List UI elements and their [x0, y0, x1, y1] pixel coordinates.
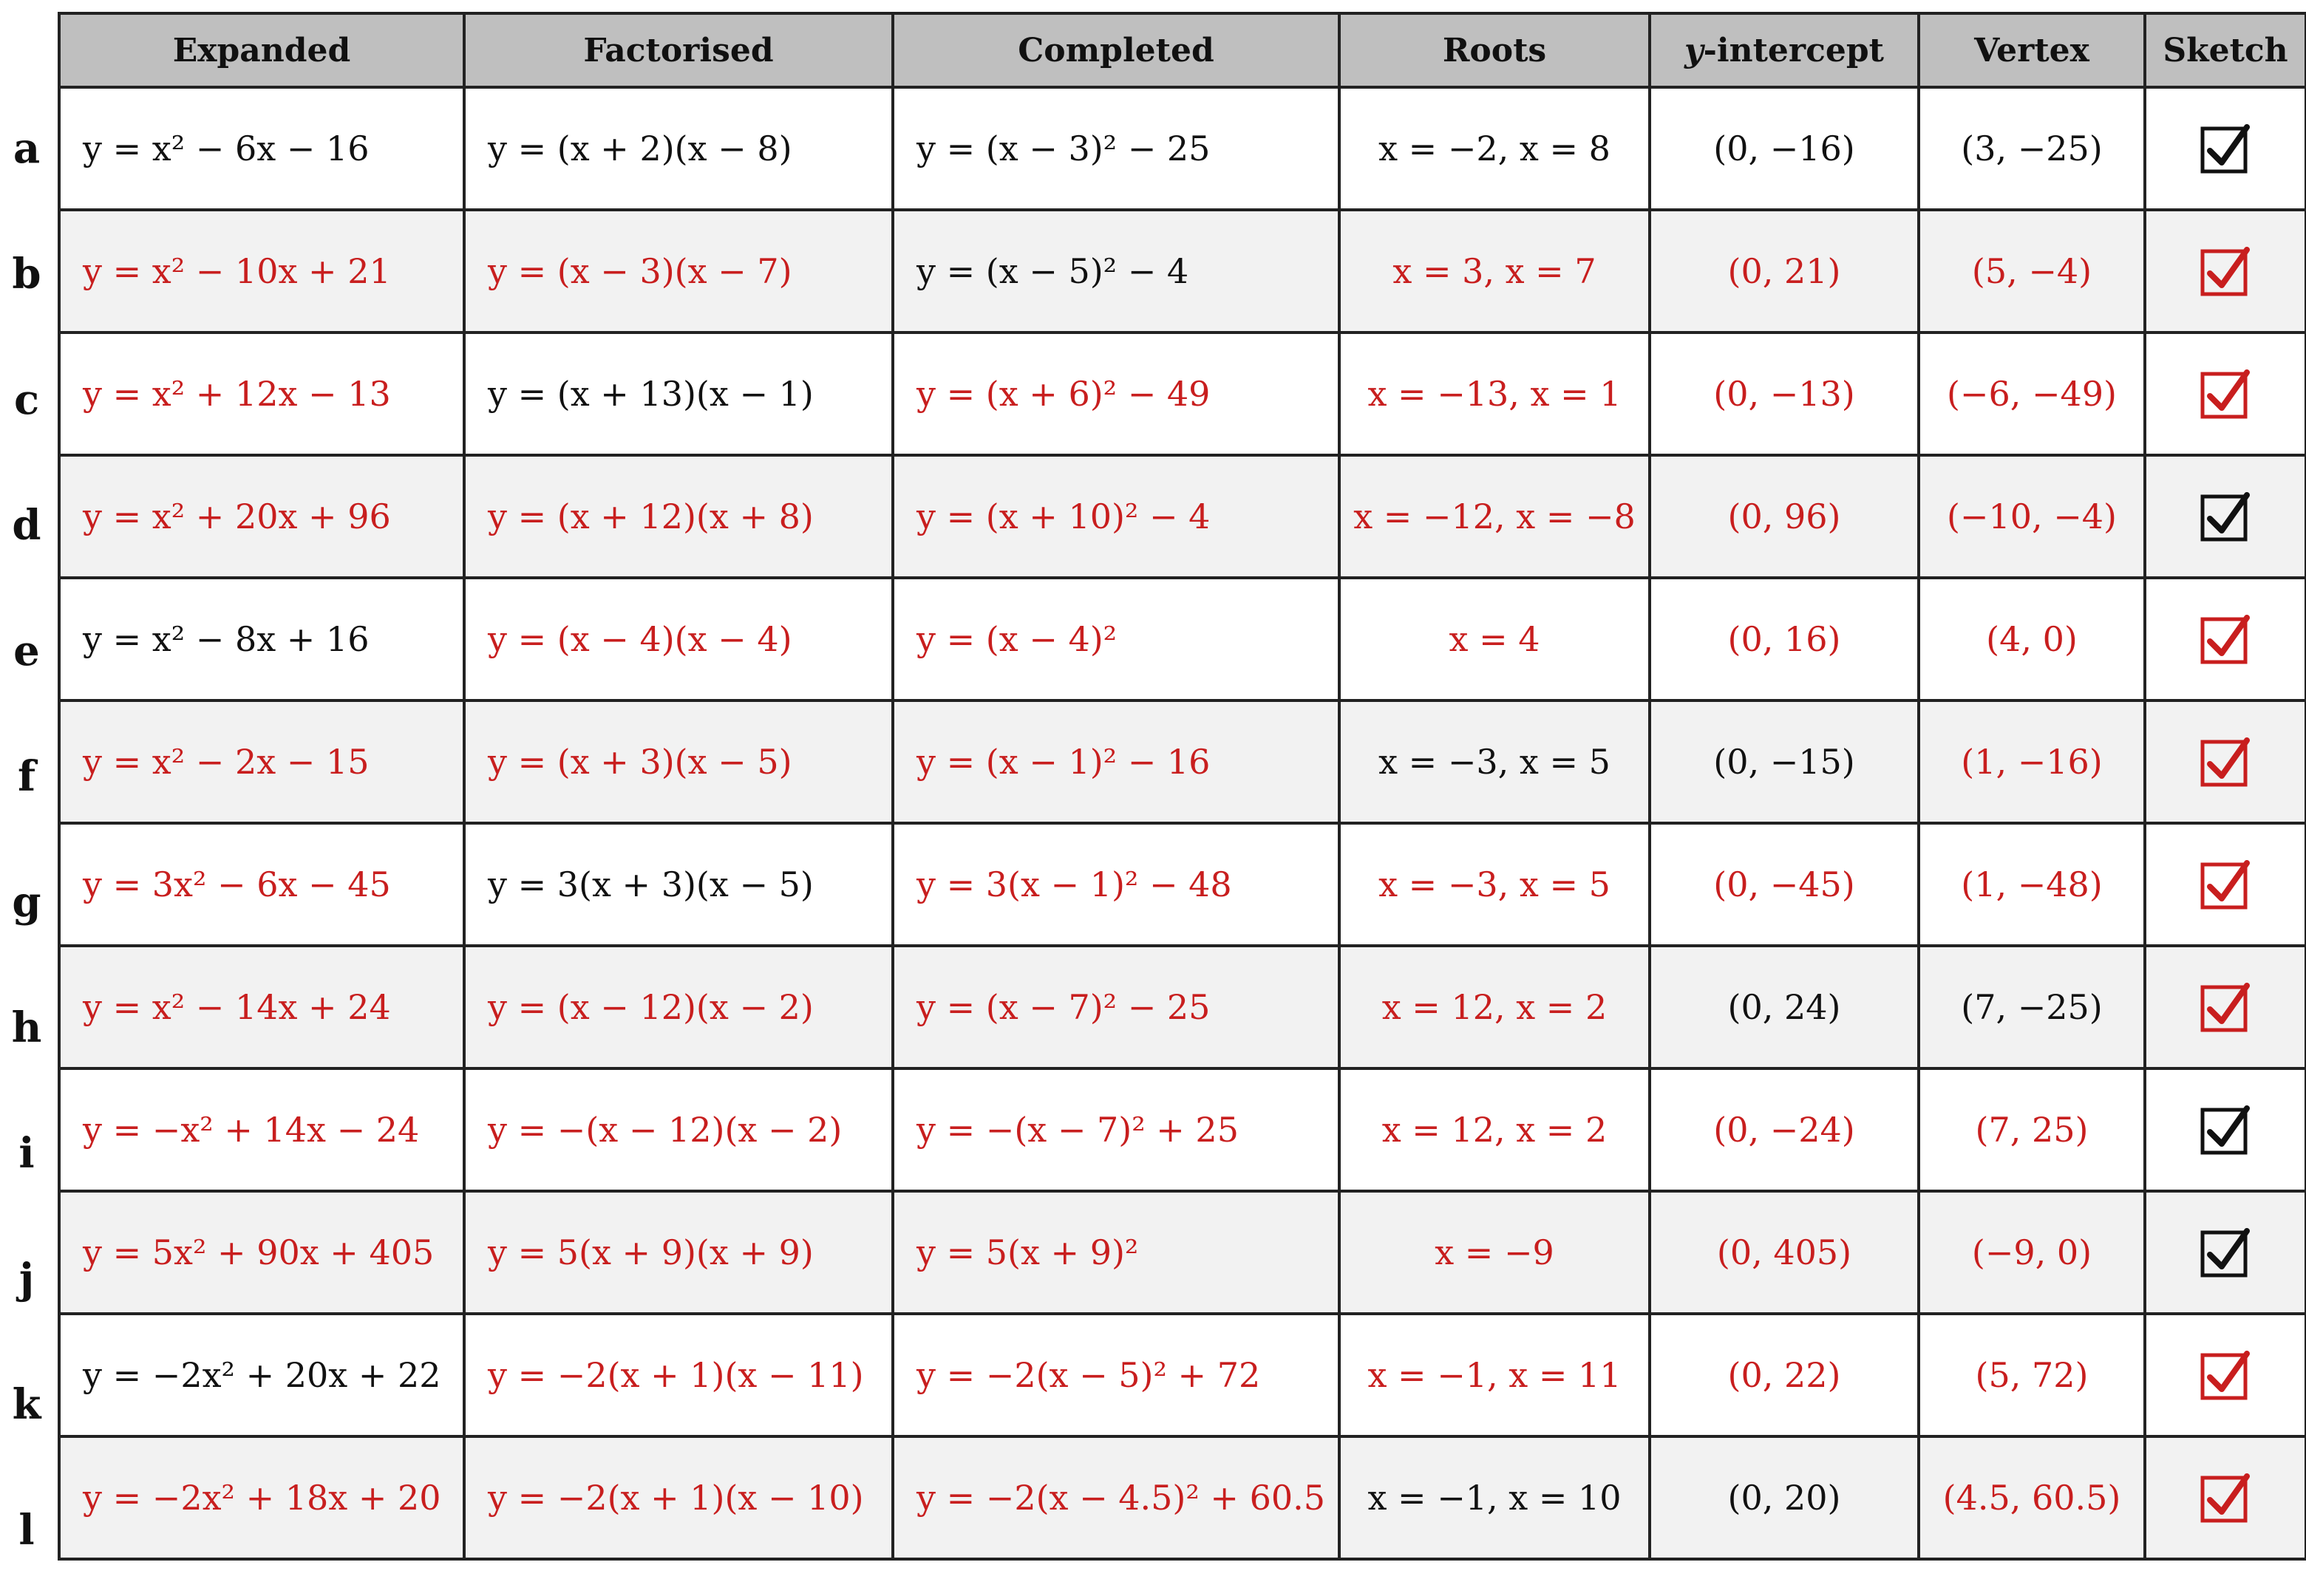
factorised-value: y = 3(x + 3)(x − 5) [488, 864, 814, 904]
vertex-value: (−10, −4) [1946, 497, 2118, 536]
cell-expanded [59, 1068, 464, 1191]
cell-yint [1650, 210, 1919, 332]
expanded-value: y = −2x² + 20x + 22 [83, 1355, 441, 1395]
cell-expanded [59, 1314, 464, 1436]
table-row [59, 332, 2306, 455]
cell-yint [1650, 578, 1919, 700]
factorised-value: y = (x + 2)(x − 8) [488, 129, 792, 168]
cell-yint [1650, 87, 1919, 210]
expanded-value: y = x² − 8x + 16 [83, 619, 370, 659]
factorised-value: y = (x + 12)(x + 8) [488, 497, 814, 536]
header-sketch: Sketch [2145, 13, 2306, 87]
cell-completed [893, 1436, 1339, 1559]
row-labels [0, 86, 53, 1593]
expanded-value: y = 3x² − 6x − 45 [83, 864, 391, 904]
cell-factorised [464, 578, 893, 700]
cell-expanded [59, 823, 464, 946]
vertex-value: (1, −48) [1961, 864, 2103, 904]
row-label: f [17, 752, 36, 801]
row-label: a [13, 124, 41, 173]
cell-vertex [1919, 210, 2145, 332]
checkbox-checked-icon[interactable] [2200, 981, 2251, 1033]
roots-value: x = 3, x = 7 [1392, 251, 1596, 291]
vertex-value: (5, −4) [1971, 251, 2092, 291]
factorised-value: y = −2(x + 1)(x − 10) [488, 1478, 864, 1518]
cell-sketch [2145, 455, 2306, 578]
expanded-value: y = −2x² + 18x + 20 [83, 1478, 441, 1518]
row-label: j [18, 1255, 35, 1303]
vertex-value: (7, −25) [1961, 987, 2103, 1027]
cell-yint [1650, 946, 1919, 1068]
cell-roots [1339, 1314, 1650, 1436]
cell-factorised [464, 1068, 893, 1191]
cell-factorised [464, 823, 893, 946]
cell-yint [1650, 455, 1919, 578]
cell-roots [1339, 210, 1650, 332]
roots-value: x = 4 [1449, 619, 1540, 659]
header-row [59, 13, 2306, 87]
cell-factorised [464, 946, 893, 1068]
row-label: c [13, 375, 40, 424]
cell-sketch [2145, 1314, 2306, 1436]
factorised-value: y = −2(x + 1)(x − 11) [488, 1355, 864, 1395]
cell-completed [893, 332, 1339, 455]
cell-completed [893, 578, 1339, 700]
cell-sketch [2145, 210, 2306, 332]
cell-sketch [2145, 946, 2306, 1068]
factorised-value: y = −(x − 12)(x − 2) [488, 1110, 843, 1150]
table-row [59, 946, 2306, 1068]
completed-value: y = (x − 7)² − 25 [916, 987, 1211, 1027]
cell-completed [893, 1191, 1339, 1314]
cell-sketch [2145, 700, 2306, 823]
cell-factorised [464, 332, 893, 455]
cell-roots [1339, 578, 1650, 700]
completed-value: y = (x + 10)² − 4 [916, 497, 1211, 536]
checkbox-checked-icon[interactable] [2200, 368, 2251, 420]
factorised-value: y = (x − 3)(x − 7) [488, 251, 792, 291]
cell-roots [1339, 1068, 1650, 1191]
cell-yint [1650, 700, 1919, 823]
cell-vertex [1919, 1191, 2145, 1314]
expanded-value: y = 5x² + 90x + 405 [83, 1232, 435, 1272]
vertex-value: (3, −25) [1961, 129, 2103, 168]
cell-yint [1650, 823, 1919, 946]
cell-roots [1339, 1436, 1650, 1559]
completed-value: y = −2(x − 5)² + 72 [916, 1355, 1261, 1395]
yint-value: (0, −16) [1713, 129, 1855, 168]
checkbox-checked-icon[interactable] [2200, 123, 2251, 174]
cell-vertex [1919, 455, 2145, 578]
cell-completed [893, 946, 1339, 1068]
table-row [59, 87, 2306, 210]
yint-value: (0, 96) [1727, 497, 1841, 536]
yint-value: (0, −15) [1713, 742, 1855, 782]
yint-value: (0, 20) [1727, 1478, 1841, 1518]
cell-vertex [1919, 87, 2145, 210]
vertex-value: (5, 72) [1975, 1355, 2089, 1395]
cell-vertex [1919, 700, 2145, 823]
cell-expanded [59, 946, 464, 1068]
table-row [59, 1068, 2306, 1191]
cell-expanded [59, 578, 464, 700]
roots-value: x = −9 [1435, 1232, 1554, 1272]
roots-value: x = −3, x = 5 [1378, 742, 1611, 782]
table-row [59, 210, 2306, 332]
cell-yint [1650, 1191, 1919, 1314]
cell-expanded [59, 87, 464, 210]
cell-completed [893, 823, 1339, 946]
row-label: l [18, 1506, 35, 1555]
checkbox-checked-icon[interactable] [2200, 1472, 2251, 1524]
cell-vertex [1919, 578, 2145, 700]
cell-vertex [1919, 1314, 2145, 1436]
vertex-value: (−6, −49) [1946, 374, 2118, 414]
cell-vertex [1919, 1436, 2145, 1559]
cell-sketch [2145, 1068, 2306, 1191]
roots-value: x = −1, x = 10 [1367, 1478, 1622, 1518]
cell-expanded [59, 210, 464, 332]
completed-value: y = 5(x + 9)² [916, 1232, 1139, 1272]
row-label: i [18, 1129, 35, 1178]
cell-roots [1339, 87, 1650, 210]
cell-yint [1650, 1314, 1919, 1436]
factorised-value: y = 5(x + 9)(x + 9) [488, 1232, 814, 1272]
cell-completed [893, 455, 1339, 578]
row-label: g [12, 878, 41, 927]
header-y-var: y [1684, 31, 1704, 69]
table-row [59, 1436, 2306, 1559]
cell-vertex [1919, 823, 2145, 946]
roots-value: x = 12, x = 2 [1381, 1110, 1608, 1150]
header-y-intercept [1650, 13, 1919, 87]
header-factorised: Factorised [464, 13, 893, 87]
expanded-value: y = x² − 14x + 24 [83, 987, 391, 1027]
cell-roots [1339, 700, 1650, 823]
expanded-value: y = −x² + 14x − 24 [83, 1110, 420, 1150]
yint-value: (0, 24) [1727, 987, 1841, 1027]
factorised-value: y = (x + 3)(x − 5) [488, 742, 792, 782]
yint-value: (0, 16) [1727, 619, 1841, 659]
completed-value: y = (x − 1)² − 16 [916, 742, 1211, 782]
vertex-value: (4.5, 60.5) [1942, 1478, 2121, 1518]
table-row [59, 823, 2306, 946]
cell-factorised [464, 1436, 893, 1559]
header-roots: Roots [1339, 13, 1650, 87]
expanded-value: y = x² − 10x + 21 [83, 251, 391, 291]
checkbox-checked-icon[interactable] [2200, 245, 2251, 297]
quadratics-table [58, 12, 2306, 1561]
cell-completed [893, 700, 1339, 823]
yint-value: (0, −24) [1713, 1110, 1855, 1150]
row-label: e [13, 627, 40, 675]
cell-yint [1650, 1068, 1919, 1191]
cell-roots [1339, 1191, 1650, 1314]
row-label: b [12, 250, 41, 299]
checkbox-checked-icon[interactable] [2200, 1104, 2251, 1156]
yint-value: (0, 22) [1727, 1355, 1841, 1395]
cell-sketch [2145, 578, 2306, 700]
completed-value: y = (x − 3)² − 25 [916, 129, 1211, 168]
header-vertex: Vertex [1919, 13, 2145, 87]
checkbox-checked-icon[interactable] [2200, 491, 2251, 542]
header-expanded: Expanded [59, 13, 464, 87]
cell-yint [1650, 1436, 1919, 1559]
cell-vertex [1919, 946, 2145, 1068]
cell-expanded [59, 455, 464, 578]
checkbox-checked-icon[interactable] [2200, 613, 2251, 665]
vertex-value: (−9, 0) [1971, 1232, 2092, 1272]
cell-factorised [464, 455, 893, 578]
vertex-value: (7, 25) [1975, 1110, 2089, 1150]
header-completed: Completed [893, 13, 1339, 87]
factorised-value: y = (x + 13)(x − 1) [488, 374, 814, 414]
yint-value: (0, 405) [1716, 1232, 1852, 1272]
header-y-intercept-text: -intercept [1703, 31, 1884, 69]
cell-completed [893, 1068, 1339, 1191]
cell-roots [1339, 823, 1650, 946]
cell-expanded [59, 332, 464, 455]
cell-factorised [464, 700, 893, 823]
cell-sketch [2145, 1436, 2306, 1559]
checkbox-checked-icon[interactable] [2200, 736, 2251, 788]
roots-value: x = −13, x = 1 [1367, 374, 1622, 414]
cell-factorised [464, 1314, 893, 1436]
completed-value: y = (x + 6)² − 49 [916, 374, 1211, 414]
cell-completed [893, 87, 1339, 210]
vertex-value: (1, −16) [1961, 742, 2103, 782]
checkbox-checked-icon[interactable] [2200, 1349, 2251, 1401]
roots-value: x = −1, x = 11 [1367, 1355, 1622, 1395]
factorised-value: y = (x − 12)(x − 2) [488, 987, 814, 1027]
yint-value: (0, −13) [1713, 374, 1855, 414]
yint-value: (0, −45) [1713, 864, 1855, 904]
cell-expanded [59, 1436, 464, 1559]
cell-vertex [1919, 1068, 2145, 1191]
cell-expanded [59, 700, 464, 823]
roots-value: x = 12, x = 2 [1381, 987, 1608, 1027]
cell-sketch [2145, 87, 2306, 210]
roots-value: x = −3, x = 5 [1378, 864, 1611, 904]
expanded-value: y = x² − 6x − 16 [83, 129, 370, 168]
cell-sketch [2145, 823, 2306, 946]
cell-yint [1650, 332, 1919, 455]
roots-value: x = −2, x = 8 [1378, 129, 1611, 168]
table-row [59, 455, 2306, 578]
table-row [59, 1314, 2306, 1436]
cell-roots [1339, 946, 1650, 1068]
cell-roots [1339, 455, 1650, 578]
row-label: h [11, 1003, 42, 1052]
cell-factorised [464, 87, 893, 210]
completed-value: y = (x − 4)² [916, 619, 1118, 659]
completed-value: y = −(x − 7)² + 25 [916, 1110, 1239, 1150]
cell-sketch [2145, 1191, 2306, 1314]
expanded-value: y = x² + 12x − 13 [83, 374, 391, 414]
cell-completed [893, 210, 1339, 332]
cell-factorised [464, 210, 893, 332]
completed-value: y = (x − 5)² − 4 [916, 251, 1189, 291]
completed-value: y = −2(x − 4.5)² + 60.5 [916, 1478, 1326, 1518]
checkbox-checked-icon[interactable] [2200, 859, 2251, 910]
row-label: d [12, 501, 41, 550]
cell-vertex [1919, 332, 2145, 455]
factorised-value: y = (x − 4)(x − 4) [488, 619, 792, 659]
cell-roots [1339, 332, 1650, 455]
vertex-value: (4, 0) [1986, 619, 2078, 659]
yint-value: (0, 21) [1727, 251, 1841, 291]
row-label: k [12, 1380, 41, 1429]
cell-expanded [59, 1191, 464, 1314]
checkbox-checked-icon[interactable] [2200, 1227, 2251, 1278]
expanded-value: y = x² − 2x − 15 [83, 742, 370, 782]
table-row [59, 700, 2306, 823]
table-row [59, 578, 2306, 700]
cell-factorised [464, 1191, 893, 1314]
cell-sketch [2145, 332, 2306, 455]
table-row [59, 1191, 2306, 1314]
expanded-value: y = x² + 20x + 96 [83, 497, 391, 536]
cell-completed [893, 1314, 1339, 1436]
completed-value: y = 3(x − 1)² − 48 [916, 864, 1232, 904]
roots-value: x = −12, x = −8 [1353, 497, 1636, 536]
